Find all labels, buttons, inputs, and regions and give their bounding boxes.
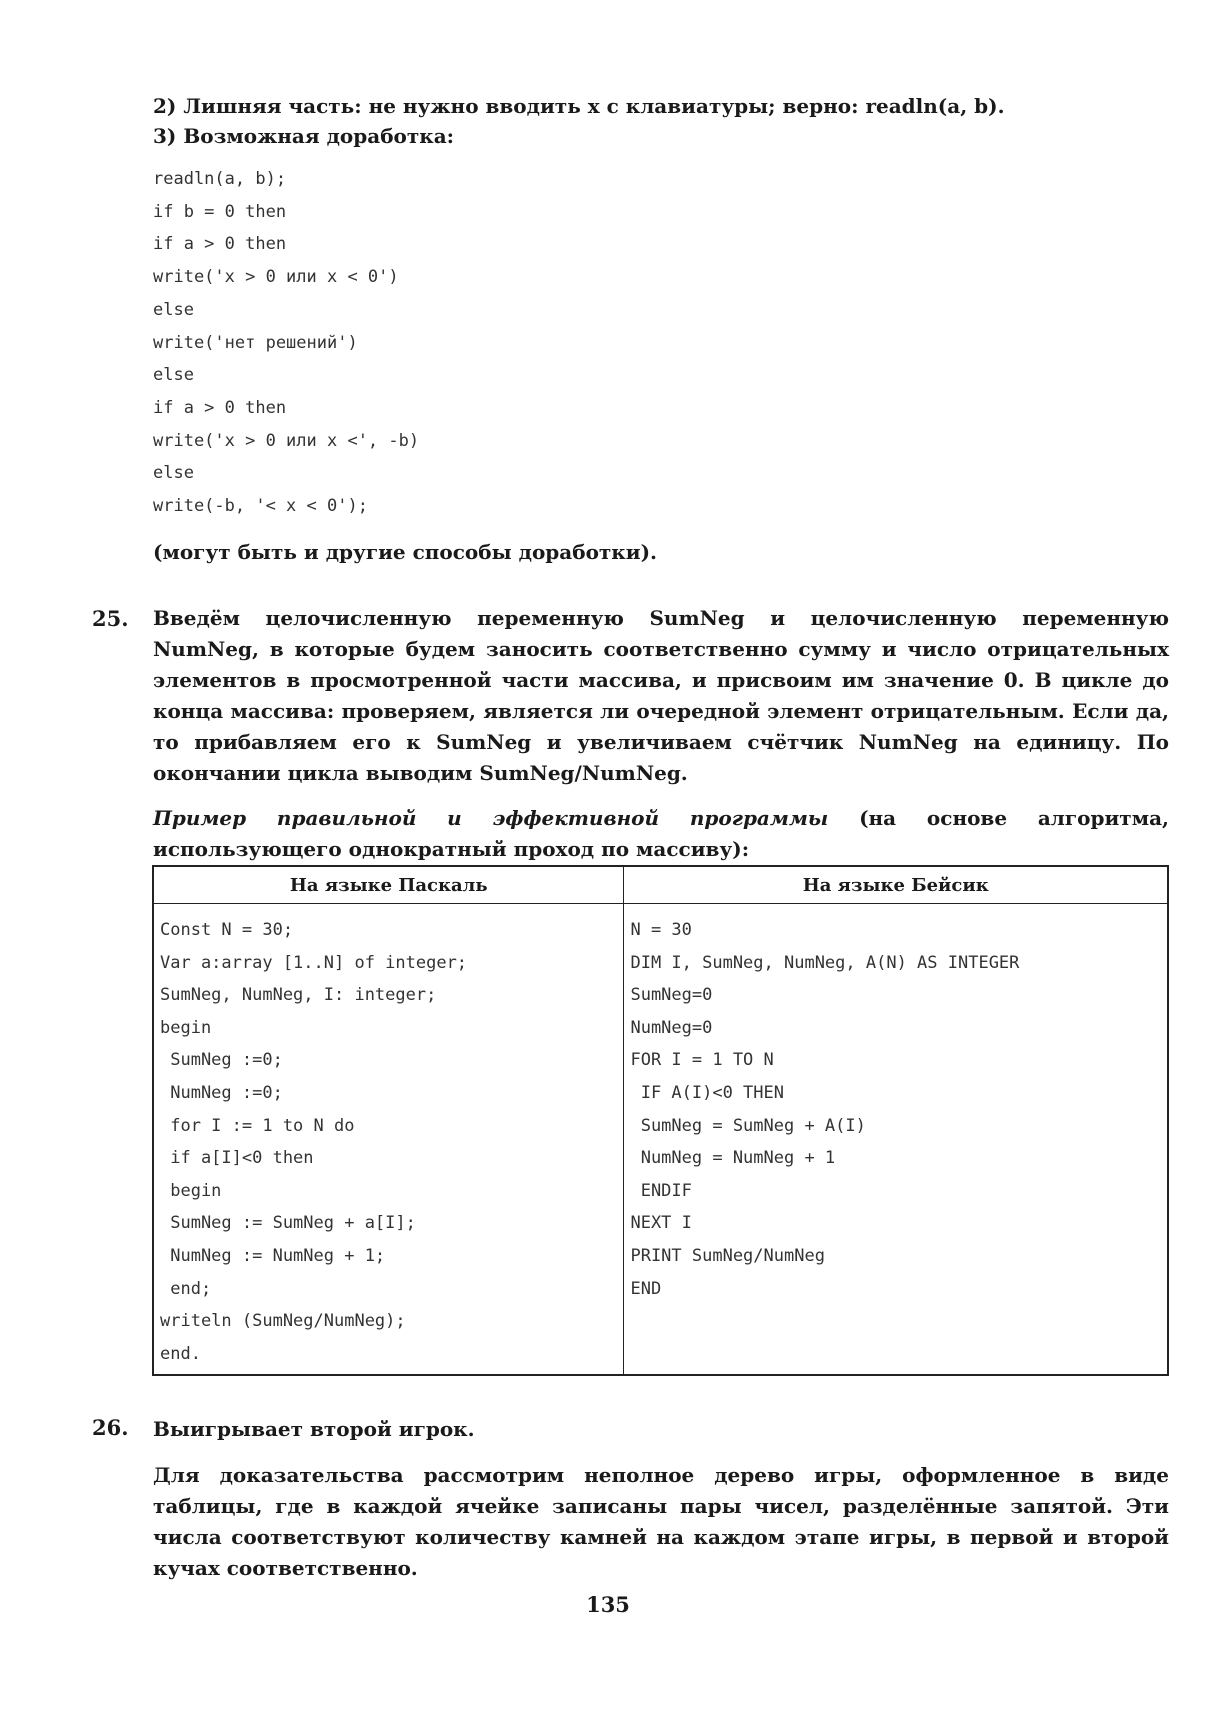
code-line: else: [153, 463, 194, 484]
point-3-text: 3) Возможная доработка:: [153, 124, 455, 148]
task-26-answer: Выигрывает второй игрок.: [153, 1417, 475, 1441]
program-table: [152, 865, 1169, 1376]
pascal-code-line: end;: [160, 1278, 212, 1299]
pascal-code-line: SumNeg, NumNeg, I: integer;: [160, 985, 437, 1006]
basic-code-cell: [624, 904, 1168, 1376]
code-line: write('нет решений'): [153, 332, 358, 353]
code-line: write('x > 0 или x < 0'): [153, 267, 399, 288]
task-26-paragraph: Для доказательства рассмотрим неполное дерево игры, оформленное в виде таблицы, где в каждой ячейке записаны пары чисел, разделённые запятой. Эти числа соответствуют количеству камней на каждом этапе игры, в первой и второй кучах соответственно.: [153, 1463, 1169, 1580]
code-line: else: [153, 365, 194, 386]
note-text: (могут быть и другие способы доработки).: [153, 540, 658, 564]
page-number: 135: [586, 1592, 630, 1617]
point-2-text: 2) Лишняя часть: не нужно вводить x с клавиатуры; верно: readln(a, b).: [153, 94, 1005, 118]
pascal-code-line: end.: [160, 1343, 201, 1364]
task-number-25: 25.: [92, 606, 129, 631]
basic-code-line: END: [630, 1278, 662, 1299]
basic-code-line: NEXT I: [630, 1213, 692, 1234]
pascal-code-line: NumNeg :=0;: [160, 1082, 283, 1103]
basic-code-line: N = 30: [630, 920, 692, 940]
code-line: write(-b, '< x < 0');: [153, 496, 368, 516]
pascal-code-line: Const N = 30;: [160, 920, 294, 940]
pascal-code-line: begin: [160, 1180, 222, 1201]
basic-code-line: DIM I, SumNeg, NumNeg, A(N) AS INTEGER: [630, 952, 1020, 973]
pascal-code-line: SumNeg :=0;: [160, 1050, 283, 1071]
example-caption-italic: Пример правильной и эффективной программы: [153, 806, 829, 830]
basic-code-line: NumNeg = NumNeg + 1: [630, 1148, 836, 1169]
header-pascal: На языке Паскаль: [153, 866, 624, 904]
basic-code-line: ENDIF: [630, 1180, 692, 1201]
pascal-code-line: begin: [160, 1017, 212, 1038]
pascal-code-line: if a[I]<0 then: [160, 1148, 314, 1169]
code-line: readln(a, b);: [153, 169, 287, 189]
pascal-code-line: for I := 1 to N do: [160, 1115, 355, 1136]
task-number-26: 26.: [92, 1415, 129, 1440]
basic-code-line: IF A(I)<0 THEN: [630, 1082, 784, 1103]
table-header-row: [153, 866, 1168, 904]
table-body-row: [153, 904, 1168, 1376]
basic-code-line: SumNeg = SumNeg + A(I): [630, 1115, 866, 1136]
task-25-paragraph: Введём целочисленную переменную SumNeg и целочисленную переменную NumNeg, в которые будем заносить соответственно сумму и число отрицательных элементов в просмотренной части массива, и присвоим им значение 0. В цикле до конца массива: проверяем, является ли очередной элемент отрицательным. Если да, то прибавляем его к SumNeg и увеличиваем счётчик NumNeg на единицу. По окончании цикла выводим SumNeg/NumNeg.: [153, 606, 1169, 785]
basic-code-line: PRINT SumNeg/NumNeg: [630, 1245, 825, 1266]
example-caption: [153, 803, 1169, 865]
pascal-code-line: Var a:array [1..N] of integer;: [160, 952, 468, 973]
pascal-code-cell: [153, 904, 624, 1376]
basic-code-line: NumNeg=0: [630, 1017, 713, 1038]
pascal-code-line: NumNeg := NumNeg + 1;: [160, 1245, 386, 1266]
pascal-code-line: SumNeg := SumNeg + a[I];: [160, 1213, 416, 1234]
pascal-code-line: writeln (SumNeg/NumNeg);: [160, 1311, 406, 1332]
code-line: if b = 0 then: [153, 201, 287, 222]
code-line: if a > 0 then: [153, 397, 287, 418]
example-caption-rest: (на основе алгоритма, использующего однократный проход по массиву):: [153, 806, 1169, 861]
basic-code-line: SumNeg=0: [630, 985, 713, 1006]
header-basic: На языке Бейсик: [624, 866, 1168, 904]
code-line: else: [153, 299, 194, 320]
basic-code-line: FOR I = 1 TO N: [630, 1050, 774, 1071]
code-line: write('x > 0 или x <', -b): [153, 430, 420, 451]
code-line: if a > 0 then: [153, 234, 287, 255]
